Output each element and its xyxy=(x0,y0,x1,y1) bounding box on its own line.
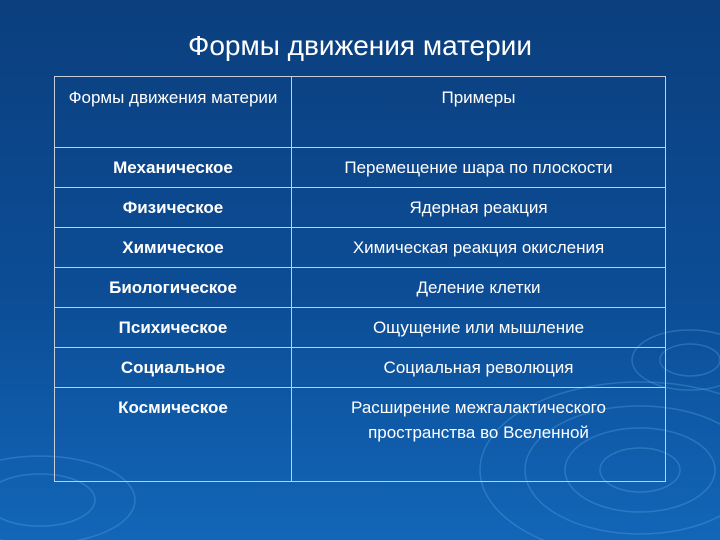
table-row xyxy=(55,228,666,268)
table-row xyxy=(55,268,666,308)
table-row xyxy=(55,148,666,188)
table-row xyxy=(55,308,666,348)
table-row xyxy=(55,188,666,228)
example-cell: Ощущение или мышление xyxy=(292,308,666,348)
form-cell: Космическое xyxy=(55,388,292,482)
example-cell: Химическая реакция окисления xyxy=(292,228,666,268)
example-cell: Деление клетки xyxy=(292,268,666,308)
form-cell: Психическое xyxy=(55,308,292,348)
table-row xyxy=(55,388,666,482)
example-cell: Расширение межгалактического пространства во Вселенной xyxy=(292,388,666,482)
example-cell: Ядерная реакция xyxy=(292,188,666,228)
column-header-forms: Формы движения материи xyxy=(55,77,292,148)
column-header-examples: Примеры xyxy=(292,77,666,148)
example-cell: Социальная революция xyxy=(292,348,666,388)
form-cell: Механическое xyxy=(55,148,292,188)
form-cell: Физическое xyxy=(55,188,292,228)
form-cell: Социальное xyxy=(55,348,292,388)
table-row xyxy=(55,348,666,388)
table-header-row xyxy=(55,77,666,148)
form-cell: Химическое xyxy=(55,228,292,268)
form-cell: Биологическое xyxy=(55,268,292,308)
page-title: Формы движения материи xyxy=(188,30,532,61)
example-cell: Перемещение шара по плоскости xyxy=(292,148,666,188)
forms-table xyxy=(54,76,666,482)
